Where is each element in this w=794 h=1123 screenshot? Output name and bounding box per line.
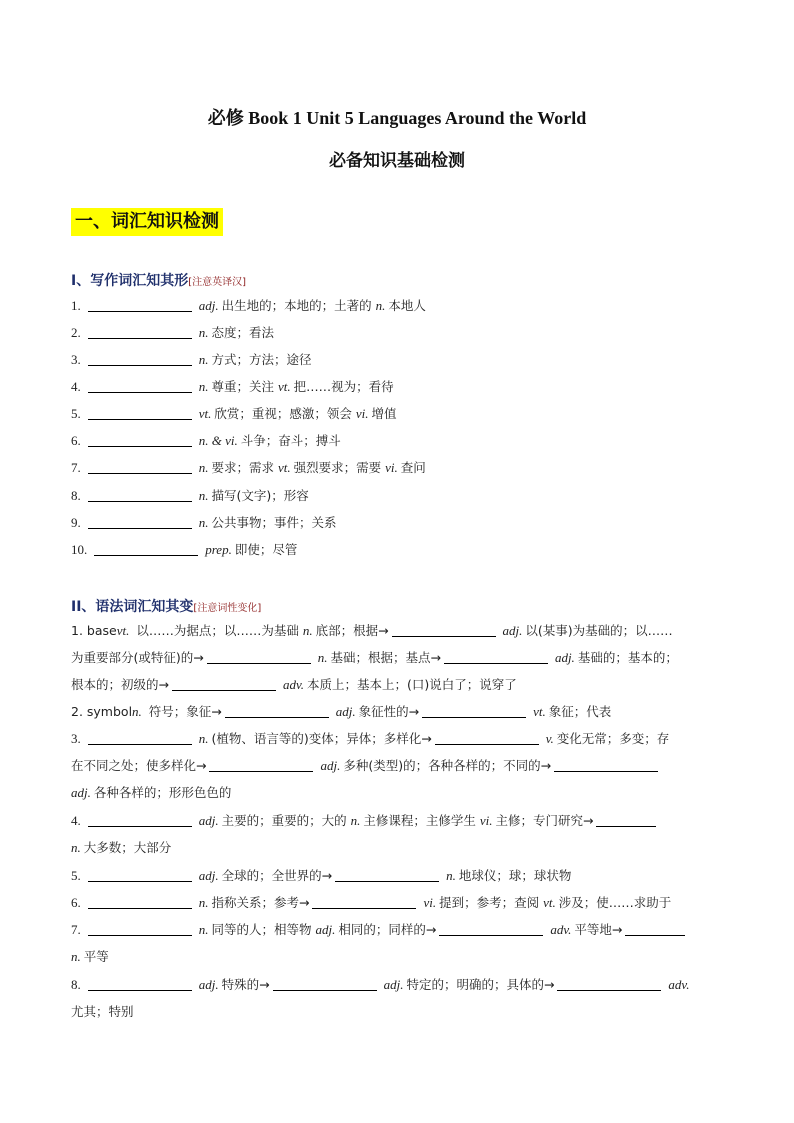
- part-of-speech: vt.: [533, 704, 546, 719]
- definition: 尊重；关注: [211, 379, 274, 394]
- part-of-speech: adv.: [282, 677, 305, 692]
- part2-title: II、语法词汇知其变: [71, 599, 194, 615]
- definition: 即使；尽管: [234, 542, 298, 557]
- answer-blank[interactable]: [209, 758, 313, 772]
- exercise-line: [71, 976, 723, 994]
- part-of-speech: adj.: [502, 623, 523, 638]
- item-number: 6.: [71, 895, 81, 910]
- part-of-speech: vi.: [385, 460, 398, 475]
- part-of-speech: adj.: [315, 922, 336, 937]
- answer-blank[interactable]: [88, 488, 192, 502]
- text: 主要的；重要的；大的: [221, 813, 347, 828]
- part1-title: I、写作词汇知其形: [71, 273, 189, 289]
- part2-heading: [71, 596, 261, 616]
- part2-note: [注意词性变化]: [193, 603, 262, 614]
- item-number: 9.: [71, 515, 81, 530]
- definition: 态度；看法: [211, 325, 274, 340]
- part-of-speech: n.: [198, 488, 209, 503]
- answer-blank[interactable]: [554, 758, 658, 772]
- answer-blank[interactable]: [88, 868, 192, 882]
- part-of-speech: n.: [350, 813, 361, 828]
- text: 象征；代表: [548, 704, 612, 719]
- exercise-line: [71, 867, 723, 885]
- exercise-line: [71, 730, 723, 748]
- text: 地球仪；球；球状物: [458, 868, 572, 883]
- text: 相同的；同样的→: [338, 922, 437, 937]
- exercise-line: [71, 921, 723, 939]
- answer-blank[interactable]: [88, 379, 192, 393]
- text: 主修课程；主修学生: [363, 813, 476, 828]
- text: 提到；参考；查阅: [439, 895, 540, 910]
- part-of-speech: vt.: [116, 623, 130, 638]
- text: 平等: [83, 949, 109, 964]
- text: 1. base: [71, 623, 117, 638]
- part-of-speech: adj.: [71, 785, 91, 800]
- item-number: 7.: [71, 922, 81, 937]
- answer-blank[interactable]: [88, 460, 192, 474]
- answer-blank[interactable]: [225, 704, 329, 718]
- definition: 方式；方法；途径: [211, 352, 312, 367]
- text: 为重要部分(或特征)的→: [71, 650, 204, 665]
- item-number: 8.: [71, 977, 81, 992]
- exercise-line: [71, 894, 723, 912]
- document-subtitle: 必备知识基础检测: [329, 151, 465, 171]
- list-item: [71, 324, 723, 342]
- exercise-line: [71, 649, 723, 667]
- part-of-speech: vt.: [277, 460, 291, 475]
- part-of-speech: vi.: [423, 895, 437, 910]
- text: 基础的；基本的；: [577, 650, 678, 665]
- definition: 本地人: [388, 298, 426, 313]
- list-item: [71, 432, 723, 450]
- answer-blank[interactable]: [88, 813, 192, 827]
- text: 符号；象征→: [148, 704, 222, 719]
- text: 底部；根据→: [315, 623, 389, 638]
- list-item: [71, 378, 723, 396]
- text: 基础；根据；基点→: [330, 650, 441, 665]
- exercise-line: [71, 812, 723, 830]
- exercise-line: [71, 839, 723, 857]
- answer-blank[interactable]: [94, 542, 198, 556]
- answer-blank[interactable]: [88, 515, 192, 529]
- part-of-speech: n.: [302, 623, 313, 638]
- exercise-line: [71, 757, 723, 775]
- definition: 要求；需求: [211, 460, 274, 475]
- exercise-line: [71, 622, 723, 640]
- answer-blank[interactable]: [88, 977, 192, 991]
- part-of-speech: adj.: [554, 650, 575, 665]
- item-number: 5.: [71, 406, 81, 421]
- list-item: [71, 514, 723, 532]
- part-of-speech: n.: [71, 949, 81, 964]
- text: 根本的；初级的→: [71, 677, 169, 692]
- part-of-speech: vt.: [277, 379, 291, 394]
- list-item: [71, 541, 723, 559]
- part-of-speech: vi.: [355, 406, 369, 421]
- text: 平等地→: [574, 922, 623, 937]
- answer-blank[interactable]: [273, 977, 377, 991]
- part-of-speech: n.: [317, 650, 328, 665]
- part-of-speech: vt.: [198, 406, 212, 421]
- list-item: [71, 487, 723, 505]
- answer-blank[interactable]: [88, 731, 192, 745]
- part1-note: [注意英译汉]: [188, 277, 247, 288]
- exercise-line: [71, 948, 723, 966]
- answer-blank[interactable]: [596, 813, 656, 827]
- part-of-speech: v.: [545, 731, 554, 746]
- part-of-speech: n.: [446, 868, 456, 883]
- item-number: 2.: [71, 325, 81, 340]
- part-of-speech: vi.: [479, 813, 493, 828]
- definition: 公共事物；事件；关系: [211, 515, 337, 530]
- list-item: [71, 351, 723, 369]
- item-number: 8.: [71, 488, 81, 503]
- answer-blank[interactable]: [88, 325, 192, 339]
- part-of-speech: adj.: [198, 868, 219, 883]
- part-of-speech: adv.: [668, 977, 690, 992]
- text: 变化无常；多变；存: [556, 731, 670, 746]
- item-number: 10.: [71, 542, 88, 557]
- part-of-speech: n. & vi.: [198, 433, 238, 448]
- part1-heading: [71, 270, 246, 290]
- exercise-line: [71, 784, 723, 802]
- part-of-speech: n.: [198, 379, 209, 394]
- item-number: 6.: [71, 433, 81, 448]
- text: 多种(类型)的；各种各样的；不同的→: [343, 758, 552, 773]
- exercise-line: [71, 1003, 723, 1021]
- part-of-speech: n.: [71, 840, 81, 855]
- text: 尤其；特别: [71, 1004, 134, 1019]
- part-of-speech: n.: [375, 298, 386, 313]
- part-of-speech: n.: [198, 731, 209, 746]
- exercise-line: [71, 703, 723, 721]
- text: 2. symbol: [71, 704, 133, 719]
- part-of-speech: vt.: [543, 895, 556, 910]
- item-number: 4.: [71, 379, 81, 394]
- text: 在不同之处；使多样化→: [71, 758, 207, 773]
- list-item: [71, 297, 723, 315]
- part-of-speech: adv.: [550, 922, 572, 937]
- answer-blank[interactable]: [392, 623, 496, 637]
- answer-blank[interactable]: [557, 977, 661, 991]
- text: 指称关系；参考→: [211, 895, 310, 910]
- part-of-speech: adj.: [320, 758, 341, 773]
- exercise-line: [71, 676, 723, 694]
- part-of-speech: adj.: [198, 298, 219, 313]
- part-of-speech: adj.: [198, 977, 219, 992]
- definition: 增值: [371, 406, 397, 421]
- definition: 把……视为；看待: [293, 379, 394, 394]
- part-of-speech: adj.: [335, 704, 356, 719]
- item-number: 3.: [71, 352, 81, 367]
- answer-blank[interactable]: [625, 922, 685, 936]
- item-number: 7.: [71, 460, 81, 475]
- text: 以……为据点；以……为基础: [136, 623, 299, 638]
- answer-blank[interactable]: [88, 895, 192, 909]
- answer-blank[interactable]: [435, 731, 539, 745]
- text: 涉及；使……求助于: [558, 895, 672, 910]
- part-of-speech: adj.: [383, 977, 404, 992]
- answer-blank[interactable]: [312, 895, 416, 909]
- text: (植物、语言等的)变体；异体；多样化→: [211, 731, 432, 746]
- definition: 查问: [400, 460, 426, 475]
- part-of-speech: n.: [198, 922, 209, 937]
- list-item: [71, 459, 723, 477]
- answer-blank[interactable]: [88, 433, 192, 447]
- part-of-speech: adj.: [198, 813, 219, 828]
- text: 本质上；基本上；(口)说白了；说穿了: [307, 677, 517, 692]
- text: 以(某事)为基础的；以……: [525, 623, 673, 638]
- answer-blank[interactable]: [422, 704, 526, 718]
- definition: 欣赏；重视；感激；领会: [214, 406, 352, 421]
- definition: 出生地的；本地的；土著的: [221, 298, 372, 313]
- text: 全球的；全世界的→: [221, 868, 333, 883]
- item-number: 4.: [71, 813, 81, 828]
- answer-blank[interactable]: [88, 298, 192, 312]
- part-of-speech: n.: [198, 325, 209, 340]
- part-of-speech: prep.: [205, 542, 232, 557]
- item-number: 1.: [71, 298, 81, 313]
- text: 特定的；明确的；具体的→: [406, 977, 555, 992]
- answer-blank[interactable]: [172, 677, 276, 691]
- answer-blank[interactable]: [444, 650, 548, 664]
- text: 各种各样的；形形色色的: [93, 785, 232, 800]
- document-title: 必修 Book 1 Unit 5 Languages Around the World: [207, 108, 587, 128]
- definition: 强烈要求；需要: [293, 460, 382, 475]
- item-number: 5.: [71, 868, 81, 883]
- answer-blank[interactable]: [88, 922, 192, 936]
- part-of-speech: n.: [198, 895, 209, 910]
- answer-blank[interactable]: [207, 650, 311, 664]
- definition: 描写(文字)；形容: [211, 488, 309, 503]
- part-of-speech: n.: [198, 460, 209, 475]
- part-of-speech: n.: [198, 515, 209, 530]
- definition: 斗争；奋斗；搏斗: [240, 433, 341, 448]
- answer-blank[interactable]: [335, 868, 439, 882]
- answer-blank[interactable]: [439, 922, 543, 936]
- part-of-speech: n.: [198, 352, 209, 367]
- section-heading-vocabulary: 一、词汇知识检测: [71, 208, 223, 236]
- item-number: 3.: [71, 731, 81, 746]
- text: 同等的人；相等物: [211, 922, 312, 937]
- list-item: [71, 405, 723, 423]
- text: 象征性的→: [358, 704, 420, 719]
- text: 特殊的→: [221, 977, 270, 992]
- part-of-speech: n.: [132, 704, 142, 719]
- text: 大多数；大部分: [83, 840, 172, 855]
- answer-blank[interactable]: [88, 406, 192, 420]
- answer-blank[interactable]: [88, 352, 192, 366]
- text: 主修；专门研究→: [495, 813, 594, 828]
